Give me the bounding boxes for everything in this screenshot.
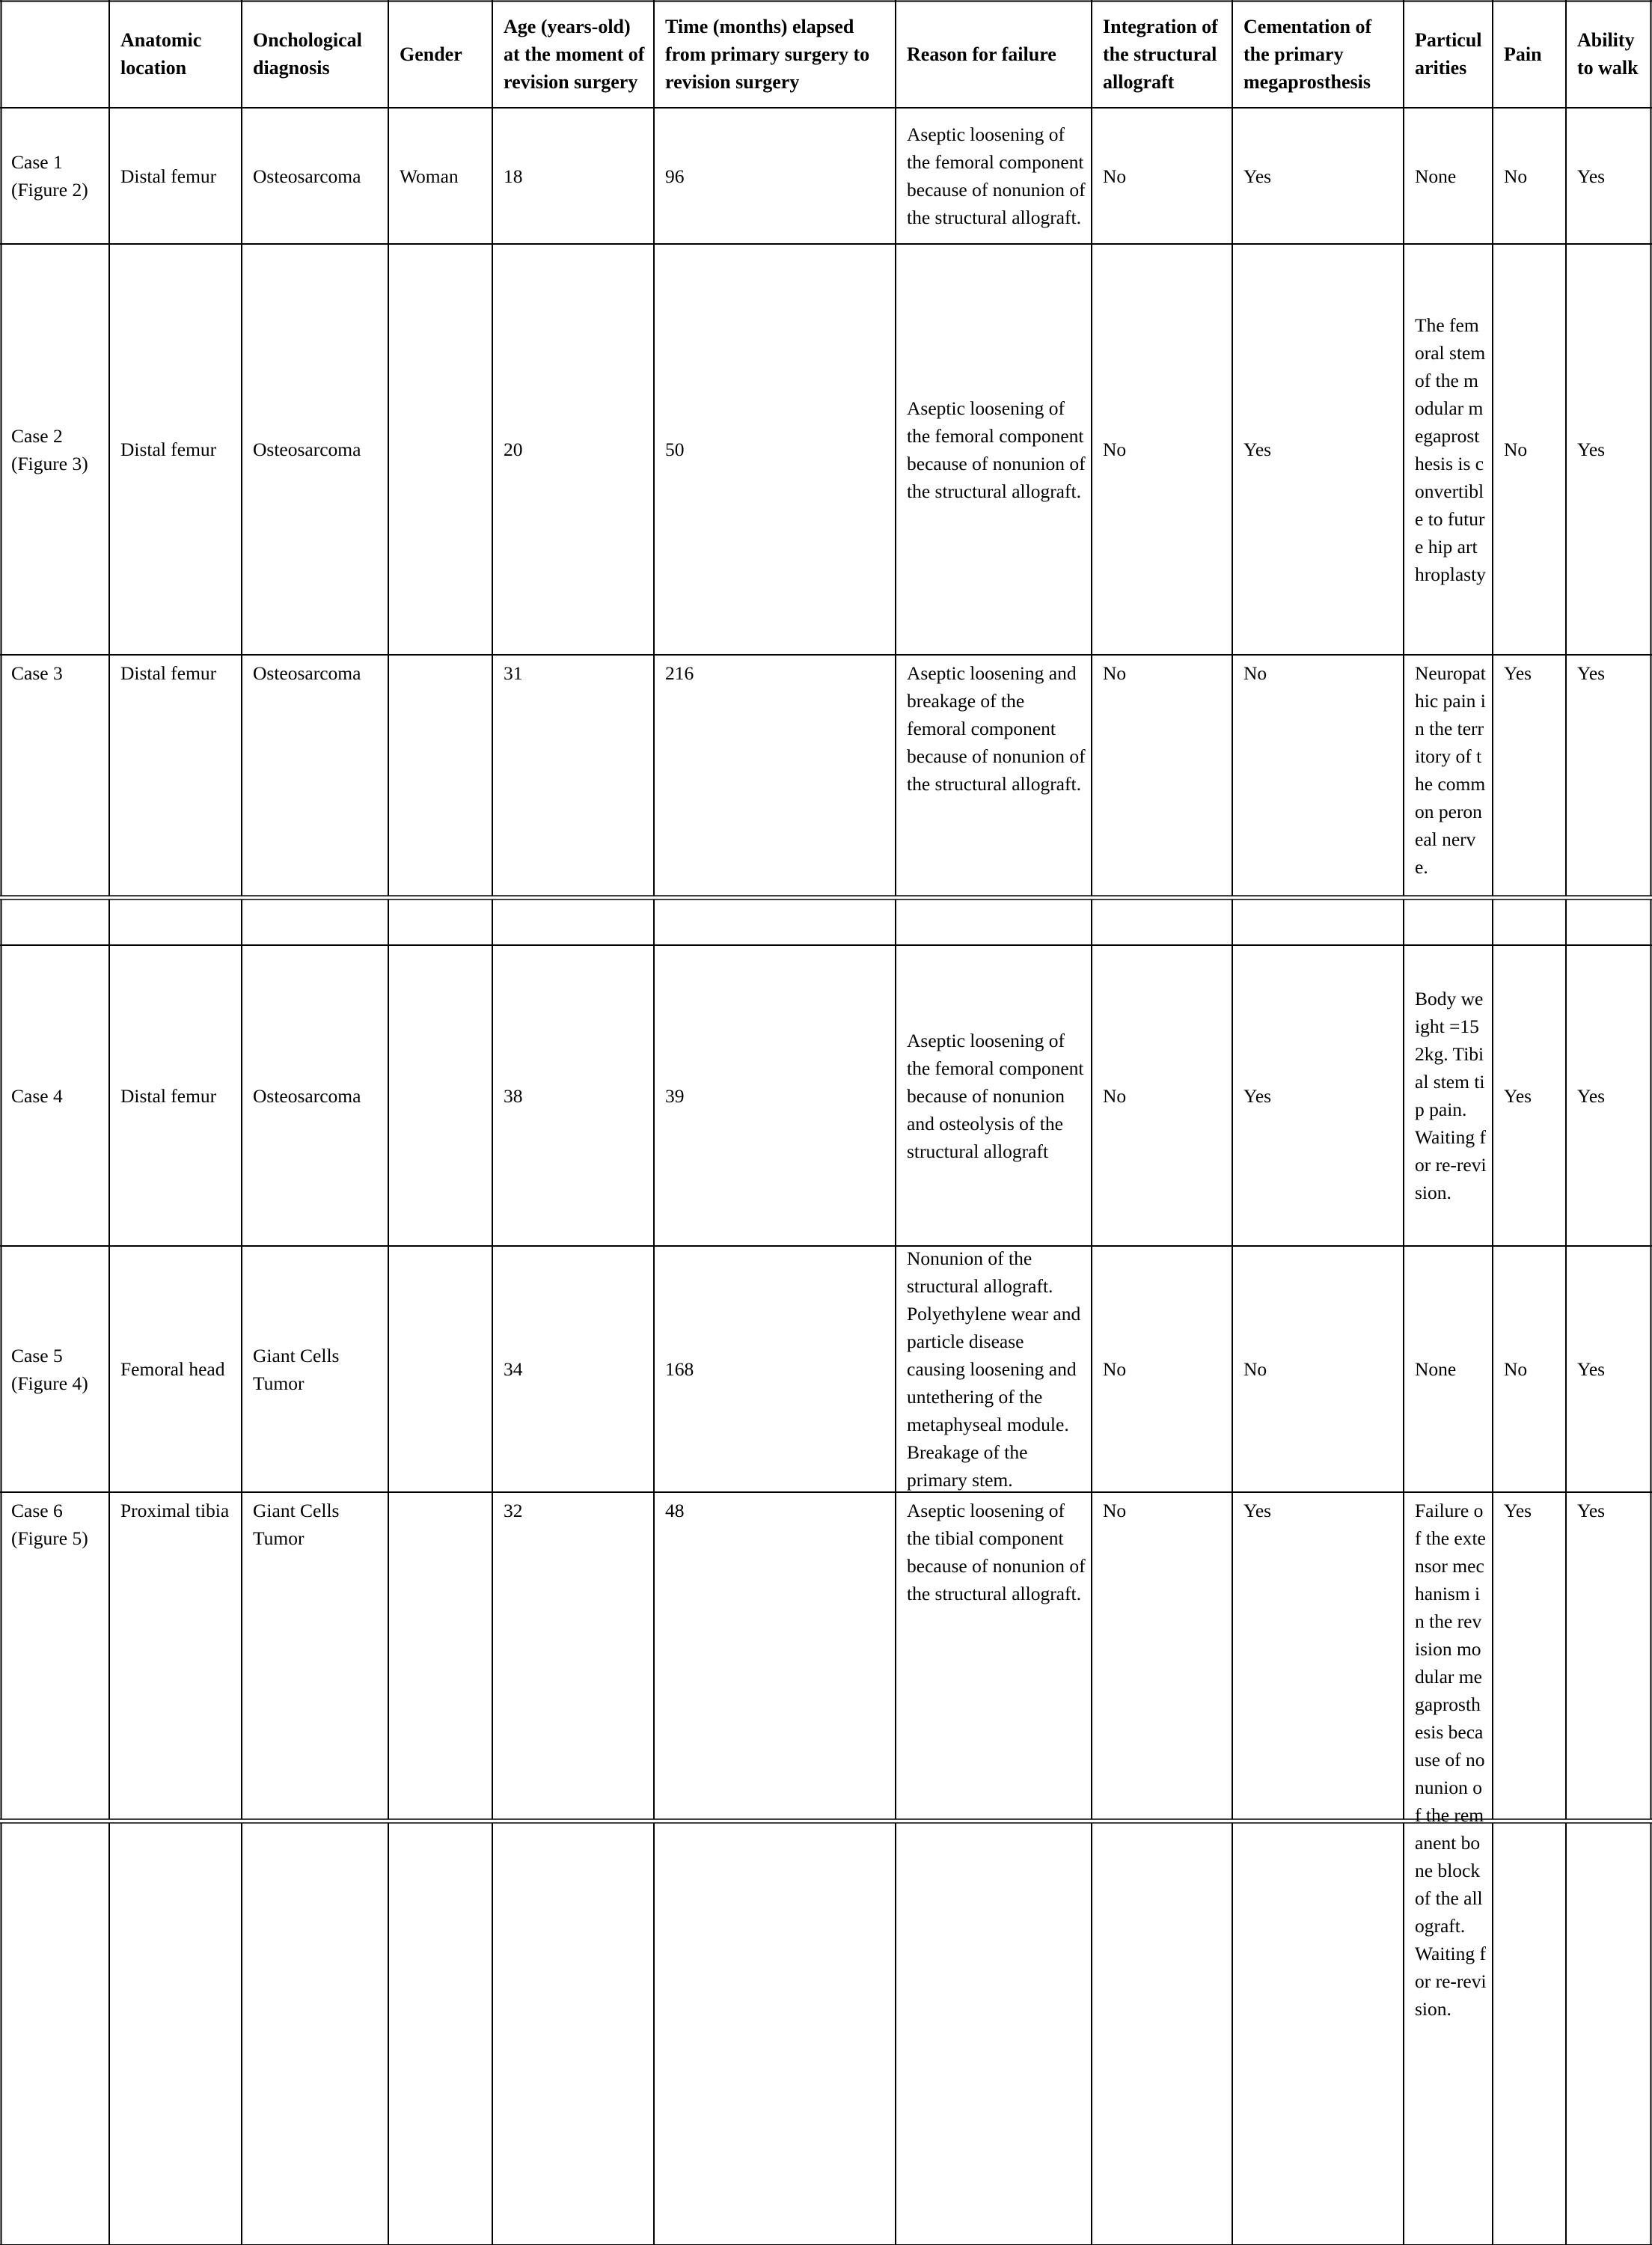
cell-age-text: 31 <box>504 662 523 684</box>
cell-integration-text: No <box>1103 165 1127 187</box>
cell-integration-text: No <box>1103 1500 1127 1521</box>
cell-walk <box>1577 108 1646 244</box>
cell-diagnosis <box>253 655 382 945</box>
cell-location <box>120 1492 236 2245</box>
cell-location <box>120 655 236 945</box>
cell-time-text: 48 <box>665 1500 685 1521</box>
cell-location-text: Proximal tibia <box>120 1500 230 1521</box>
cell-particularities <box>1415 108 1487 244</box>
cell-diagnosis-text: Osteosarcoma <box>253 662 361 684</box>
header-particularities <box>1415 0 1487 108</box>
cell-location-text: Distal femur <box>120 165 217 187</box>
cell-age <box>504 244 648 655</box>
cell-integration <box>1103 108 1226 244</box>
cell-case-text: Case 3 <box>11 662 63 684</box>
header-time-text: Time (months) elapsed from primary surgery to revision surgery <box>665 15 870 93</box>
cell-cementation <box>1243 655 1398 945</box>
cell-location <box>120 244 236 655</box>
cell-pain <box>1504 945 1560 1246</box>
cell-walk <box>1577 945 1646 1246</box>
header-pain-text: Pain <box>1504 43 1542 65</box>
cell-walk <box>1577 244 1646 655</box>
cell-case <box>11 244 103 655</box>
cell-gender <box>400 1246 486 1492</box>
cell-time-text: 50 <box>665 439 685 460</box>
cell-gender <box>400 1492 486 2245</box>
cell-reason <box>907 108 1086 244</box>
cell-location-text: Distal femur <box>120 439 217 460</box>
cell-reason-text: Nonunion of the structural allograft. Polyethylene wear and particle disease causing loosening and untethering of the metaphyseal module. Breakage of the primary stem. <box>907 1247 1081 1491</box>
cell-age-text: 20 <box>504 439 523 460</box>
cell-walk <box>1577 655 1646 945</box>
header-cementation-text: Cementation of the primary megaprosthesis <box>1243 15 1372 93</box>
cell-pain <box>1504 655 1560 945</box>
cell-case <box>11 945 103 1246</box>
cell-integration-text: No <box>1103 662 1127 684</box>
cell-age-text: 38 <box>504 1084 523 1107</box>
cell-diagnosis <box>253 1492 382 2245</box>
cell-cementation-text: No <box>1243 662 1267 684</box>
cell-pain-text: Yes <box>1504 1084 1532 1107</box>
cell-integration <box>1103 655 1226 945</box>
cell-cementation-text: No <box>1243 1358 1267 1380</box>
cell-walk <box>1577 1246 1646 1492</box>
cell-reason <box>907 1246 1086 1492</box>
header-age <box>504 0 648 108</box>
cell-age <box>504 945 648 1246</box>
cell-case-text: Case 5 (Figure 4) <box>11 1344 88 1394</box>
header-age-text: Age (years-old) at the moment of revision surgery <box>504 15 645 93</box>
cell-pain-text: No <box>1504 165 1528 187</box>
cell-diagnosis-text: Osteosarcoma <box>253 165 361 187</box>
cell-integration <box>1103 945 1226 1246</box>
cell-walk-text: Yes <box>1577 1358 1606 1380</box>
header-location <box>120 0 236 108</box>
cell-walk-text: Yes <box>1577 662 1606 684</box>
cell-integration-text: No <box>1103 439 1127 460</box>
cell-time <box>665 655 890 945</box>
cell-reason-text: Aseptic loosening of the femoral component because of nonunion and osteolysis of the structural allograft <box>907 1029 1084 1162</box>
cell-particularities-text: Body weight =152kg. Tibial stem tip pain. Waiting for re-revision. <box>1415 988 1487 1203</box>
cell-case <box>11 108 103 244</box>
header-pain <box>1504 0 1560 108</box>
cell-pain-text: No <box>1504 439 1528 460</box>
cell-cementation <box>1243 945 1398 1246</box>
cell-location <box>120 108 236 244</box>
cell-location-text: Distal femur <box>120 1084 217 1107</box>
cell-pain <box>1504 1246 1560 1492</box>
cell-integration <box>1103 244 1226 655</box>
header-cementation <box>1243 0 1398 108</box>
cell-case-text: Case 4 <box>11 1084 63 1107</box>
header-gender-text: Gender <box>400 43 462 65</box>
cell-walk-text: Yes <box>1577 1084 1606 1107</box>
cell-particularities-text: Neuropathic pain in the territory of the common peroneal nerve. <box>1415 662 1486 878</box>
cell-pain <box>1504 1492 1560 2245</box>
cell-time <box>665 244 890 655</box>
cell-cementation-text: Yes <box>1243 165 1272 187</box>
cell-integration <box>1103 1492 1226 2245</box>
cell-time-text: 39 <box>665 1084 685 1107</box>
cell-time-text: 168 <box>665 1358 694 1380</box>
cell-particularities <box>1415 945 1487 1246</box>
cell-age-text: 18 <box>504 165 523 187</box>
cell-case-text: Case 1 (Figure 2) <box>11 151 88 201</box>
cell-age <box>504 655 648 945</box>
cell-cementation-text: Yes <box>1243 1084 1272 1107</box>
header-diagnosis <box>253 0 382 108</box>
cell-integration-text: No <box>1103 1358 1127 1380</box>
header-walk-text: Ability to walk <box>1577 29 1639 79</box>
cell-particularities <box>1415 1492 1487 2245</box>
cell-walk-text: Yes <box>1577 1500 1606 1521</box>
cell-particularities <box>1415 1246 1487 1492</box>
cell-gender-text: Woman <box>400 165 459 187</box>
cell-diagnosis-text: Osteosarcoma <box>253 439 361 460</box>
cell-time-text: 216 <box>665 662 694 684</box>
cell-pain-text: Yes <box>1504 662 1532 684</box>
cell-cementation <box>1243 108 1398 244</box>
header-diagnosis-text: Onchological diagnosis <box>253 29 362 79</box>
cell-case-text: Case 2 (Figure 3) <box>11 424 88 474</box>
cell-integration-text: No <box>1103 1084 1127 1107</box>
cell-pain-text: No <box>1504 1358 1528 1380</box>
cell-diagnosis <box>253 108 382 244</box>
cell-cementation <box>1243 1492 1398 2245</box>
cell-walk <box>1577 1492 1646 2245</box>
cell-location <box>120 945 236 1246</box>
cell-age <box>504 1246 648 1492</box>
cell-time-text: 96 <box>665 165 685 187</box>
cell-diagnosis-text: Osteosarcoma <box>253 1084 361 1107</box>
cell-walk-text: Yes <box>1577 165 1606 187</box>
cell-location-text: Femoral head <box>120 1358 225 1380</box>
header-gender <box>400 0 486 108</box>
cell-pain <box>1504 108 1560 244</box>
cell-cementation-text: Yes <box>1243 439 1272 460</box>
cell-reason-text: Aseptic loosening of the femoral component because of nonunion of the structural allograft. <box>907 397 1086 502</box>
cell-case <box>11 1246 103 1492</box>
cell-gender <box>400 244 486 655</box>
cell-reason <box>907 945 1086 1246</box>
cell-reason <box>907 244 1086 655</box>
cell-location-text: Distal femur <box>120 662 217 684</box>
cell-pain <box>1504 244 1560 655</box>
cell-time <box>665 1492 890 2245</box>
cell-diagnosis-text: Giant Cells Tumor <box>253 1500 340 1549</box>
cell-age <box>504 1492 648 2245</box>
cell-case <box>11 1492 103 2245</box>
header-location-text: Anatomic location <box>120 29 202 79</box>
cell-cementation <box>1243 1246 1398 1492</box>
cell-reason-text: Aseptic loosening and breakage of the femoral component because of nonunion of the structural allograft. <box>907 662 1086 795</box>
cell-case <box>11 655 103 945</box>
cell-reason <box>907 1492 1086 2245</box>
cell-reason-text: Aseptic loosening of the femoral component because of nonunion of the structural allograft. <box>907 123 1086 228</box>
header-integration-text: Integration of the structural allograft <box>1103 15 1218 93</box>
cell-time <box>665 945 890 1246</box>
cell-reason <box>907 655 1086 945</box>
cell-time <box>665 108 890 244</box>
header-case <box>11 0 103 108</box>
cell-particularities-text: None <box>1415 1358 1457 1380</box>
cell-gender <box>400 108 486 244</box>
header-time <box>665 0 890 108</box>
header-walk <box>1577 0 1646 108</box>
cell-gender <box>400 655 486 945</box>
cell-integration <box>1103 1246 1226 1492</box>
header-integration <box>1103 0 1226 108</box>
cell-particularities <box>1415 244 1487 655</box>
header-reason-text: Reason for failure <box>907 43 1056 65</box>
cell-diagnosis <box>253 244 382 655</box>
cell-cementation-text: Yes <box>1243 1500 1272 1521</box>
cell-diagnosis-text: Giant Cells Tumor <box>253 1344 340 1394</box>
cell-particularities-text: Failure of the extensor mechanism in the revision modular megaprosthesis because of nonunion of the remanent bone block of the allograft. Waiting for re-revision. <box>1415 1500 1487 2020</box>
cell-pain-text: Yes <box>1504 1500 1532 1521</box>
cell-diagnosis <box>253 1246 382 1492</box>
cell-particularities-text: The femoral stem of the modular megaprosthesis is convertible to future hip arthroplasty <box>1415 314 1486 585</box>
cell-cementation <box>1243 244 1398 655</box>
cell-particularities <box>1415 655 1487 945</box>
cell-diagnosis <box>253 945 382 1246</box>
cell-age-text: 34 <box>504 1358 523 1380</box>
cell-gender <box>400 945 486 1246</box>
header-particularities-text: Particularities <box>1415 29 1482 79</box>
cell-age-text: 32 <box>504 1500 523 1521</box>
header-reason <box>907 0 1086 108</box>
cell-case-text: Case 6 (Figure 5) <box>11 1500 88 1549</box>
cell-time <box>665 1246 890 1492</box>
cell-age <box>504 108 648 244</box>
cell-walk-text: Yes <box>1577 439 1606 460</box>
cell-particularities-text: None <box>1415 165 1457 187</box>
cell-location <box>120 1246 236 1492</box>
cell-reason-text: Aseptic loosening of the tibial component because of nonunion of the structural allograft. <box>907 1500 1086 1604</box>
